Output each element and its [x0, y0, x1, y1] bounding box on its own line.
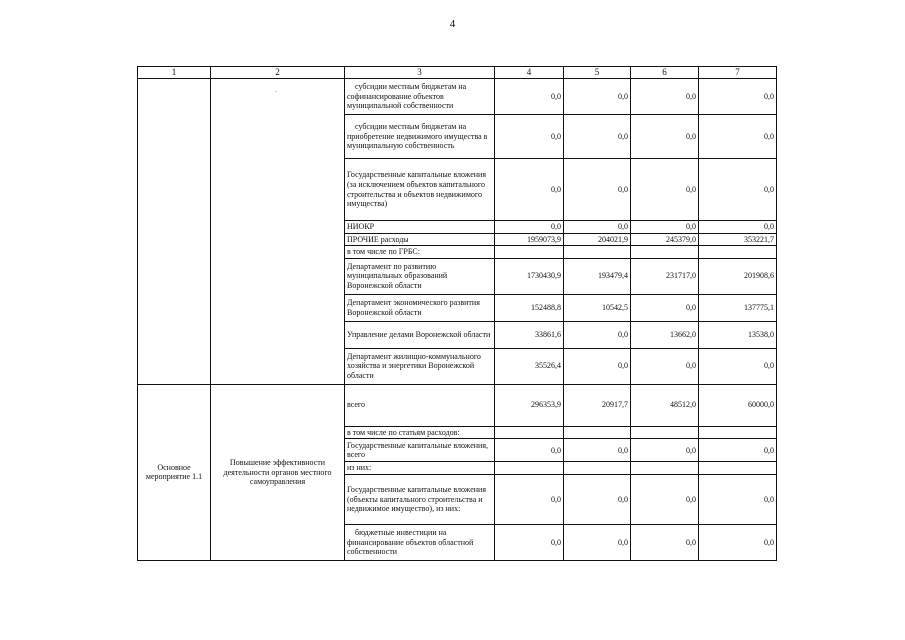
value-cell: 0,0: [564, 115, 631, 159]
value-cell: [699, 426, 777, 439]
value-cell: [564, 462, 631, 475]
value-cell: 231717,0: [631, 258, 699, 294]
row-label: Департамент жилищно-коммунального хозяйства и энергетики Воронежской области: [345, 348, 495, 384]
value-cell: 33861,6: [495, 321, 564, 348]
header-row: [138, 67, 777, 79]
value-cell: 0,0: [699, 159, 777, 221]
table-row: [138, 79, 777, 115]
value-cell: 0,0: [699, 221, 777, 234]
row-label: НИОКР: [345, 221, 495, 234]
activity-name-cell: Основное мероприятие 1.1: [138, 384, 211, 560]
row-label: Государственные капитальные вложения, всего: [345, 439, 495, 462]
row-label: Государственные капитальные вложения (объекты капитального строительства и недвижимое имущество), из них:: [345, 474, 495, 524]
value-cell: 152488,8: [495, 294, 564, 321]
value-cell: 13662,0: [631, 321, 699, 348]
table-row: [138, 384, 777, 426]
row-label: всего: [345, 384, 495, 426]
row-label: бюджетные инвестиции на финансирование объектов областной собственности: [345, 524, 495, 560]
value-cell: [564, 246, 631, 259]
value-cell: 0,0: [564, 221, 631, 234]
row-label: субсидии местным бюджетам на софинансирование объектов муниципальной собственности: [345, 79, 495, 115]
row-label: в том числе по статьям расходов:: [345, 426, 495, 439]
value-cell: 0,0: [564, 474, 631, 524]
value-cell: [495, 462, 564, 475]
value-cell: 0,0: [495, 474, 564, 524]
value-cell: 0,0: [495, 159, 564, 221]
value-cell: [699, 246, 777, 259]
row-label: Управление делами Воронежской области: [345, 321, 495, 348]
value-cell: 0,0: [631, 221, 699, 234]
value-cell: 1959073,9: [495, 233, 564, 246]
value-cell: 0,0: [699, 474, 777, 524]
value-cell: 0,0: [564, 321, 631, 348]
value-cell: 0,0: [631, 159, 699, 221]
row-label: из них:: [345, 462, 495, 475]
header-cell: 5: [564, 67, 631, 79]
row-label: Департамент по развитию муниципальных образований Воронежской области: [345, 258, 495, 294]
value-cell: [631, 426, 699, 439]
empty-col1-cell: [138, 79, 211, 385]
value-cell: 0,0: [564, 159, 631, 221]
value-cell: 193479,4: [564, 258, 631, 294]
value-cell: 0,0: [495, 524, 564, 560]
value-cell: 0,0: [631, 294, 699, 321]
value-cell: 245379,0: [631, 233, 699, 246]
row-label: в том числе по ГРБС:: [345, 246, 495, 259]
value-cell: [495, 426, 564, 439]
value-cell: 1730430,9: [495, 258, 564, 294]
row-label: субсидии местным бюджетам на приобретение недвижимого имущества в муниципальную собственность: [345, 115, 495, 159]
value-cell: 353221,7: [699, 233, 777, 246]
value-cell: 204021,9: [564, 233, 631, 246]
value-cell: [631, 462, 699, 475]
value-cell: 0,0: [631, 348, 699, 384]
header-cell: 6: [631, 67, 699, 79]
header-cell: 1: [138, 67, 211, 79]
page-number: 4: [449, 18, 456, 30]
value-cell: [495, 246, 564, 259]
header-cell: 3: [345, 67, 495, 79]
row-label: Государственные капитальные вложения (за исключением объектов капитального строительства и объектов недвижимого имущества): [345, 159, 495, 221]
value-cell: 0,0: [564, 79, 631, 115]
value-cell: 0,0: [495, 79, 564, 115]
header-cell: 4: [495, 67, 564, 79]
activity-description-cell: Повышение эффективности деятельности органов местного самоуправления: [211, 384, 345, 560]
header-cell: 2: [211, 67, 345, 79]
empty-col2-cell: [211, 79, 345, 385]
value-cell: 20917,7: [564, 384, 631, 426]
value-cell: 0,0: [699, 115, 777, 159]
budget-table: [137, 66, 777, 561]
value-cell: 0,0: [495, 115, 564, 159]
value-cell: 0,0: [631, 524, 699, 560]
value-cell: 0,0: [631, 474, 699, 524]
value-cell: 0,0: [699, 524, 777, 560]
value-cell: 0,0: [564, 348, 631, 384]
value-cell: 0,0: [564, 524, 631, 560]
value-cell: [631, 246, 699, 259]
value-cell: 0,0: [631, 79, 699, 115]
value-cell: 35526,4: [495, 348, 564, 384]
value-cell: 137775,1: [699, 294, 777, 321]
value-cell: 0,0: [699, 79, 777, 115]
value-cell: [564, 426, 631, 439]
value-cell: 0,0: [699, 348, 777, 384]
row-label: Департамент экономического развития Воронежской области: [345, 294, 495, 321]
value-cell: 10542,5: [564, 294, 631, 321]
value-cell: 0,0: [564, 439, 631, 462]
value-cell: 0,0: [495, 221, 564, 234]
header-cell: 7: [699, 67, 777, 79]
value-cell: 0,0: [495, 439, 564, 462]
value-cell: 13538,0: [699, 321, 777, 348]
value-cell: 60000,0: [699, 384, 777, 426]
value-cell: 0,0: [631, 439, 699, 462]
scan-mark: ·: [275, 88, 278, 96]
value-cell: 48512,0: [631, 384, 699, 426]
value-cell: 296353,9: [495, 384, 564, 426]
value-cell: 201908,6: [699, 258, 777, 294]
value-cell: [699, 462, 777, 475]
value-cell: 0,0: [631, 115, 699, 159]
value-cell: 0,0: [699, 439, 777, 462]
row-label: ПРОЧИЕ расходы: [345, 233, 495, 246]
